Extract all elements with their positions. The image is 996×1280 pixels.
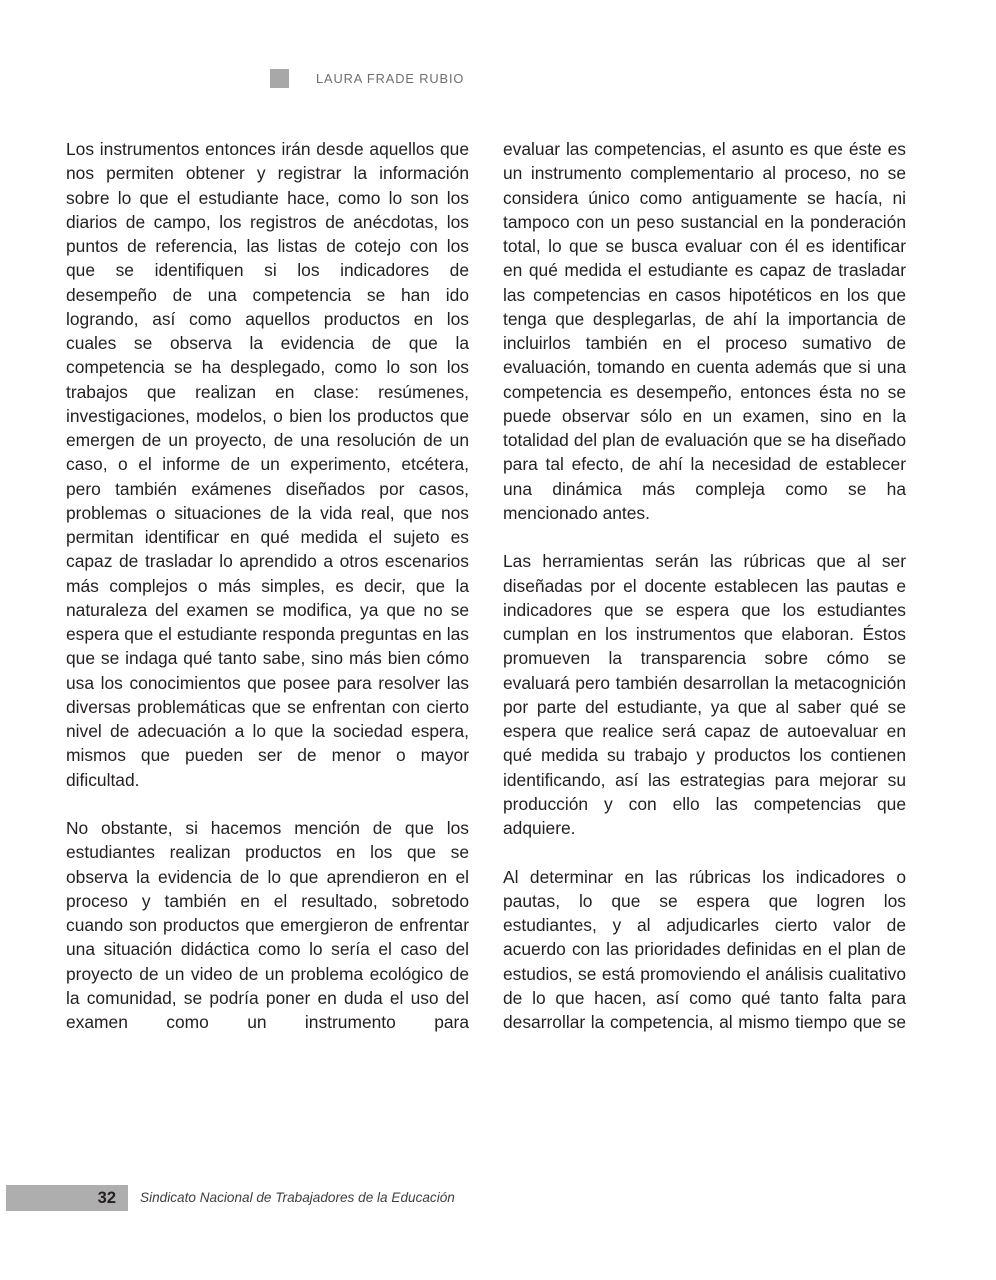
footer-caption: Sindicato Nacional de Trabajadores de la Educación bbox=[140, 1190, 455, 1205]
body-columns bbox=[66, 137, 906, 1059]
page-footer bbox=[0, 1185, 996, 1211]
running-head-author: LAURA FRADE RUBIO bbox=[316, 71, 465, 86]
paragraph-herramientas-rubricas: Las herramientas serán las rúbricas que al ser diseñadas por el docente establecen las pautas e indicadores que se espera que los estudiantes cumplan en los instrumentos que elaboran. Éstos promueven la transparencia sobre cómo se evaluará pero también desarrollan la metacognición por parte del estudiante, ya que al saber qué se espera que realice será capaz de autoevaluar en qué medida su trabajo y productos los contienen identificando, así las estrategias para mejorar su producción y con ello las competencias que adquiere. bbox=[503, 551, 906, 838]
paragraph-evaluar-competencias: evaluar las competencias, el asunto es que éste es un instrumento complementario al proceso, no se considera único como antiguamente se hacía, ni tampoco con un peso sustancial en la ponderación total, lo que se busca evaluar con él es identificar en qué medida el estudiante es capaz de trasladar las competencias en casos hipotéticos en los que tenga que desplegarlas, de ahí la importancia de incluirlos también en el proceso sumativo de evaluación, tomando en cuenta además que si una competencia es desempeño, entonces ésta no se puede observar sólo en un examen, sino en la totalidad del plan de evaluación que se ha diseñado para tal efecto, de ahí la necesidad de establecer una dinámica más compleja como se ha mencionado antes. bbox=[503, 139, 906, 523]
square-marker-icon bbox=[270, 69, 289, 88]
page-number: 32 bbox=[97, 1189, 116, 1207]
paragraph-instrumentos: Los instrumentos entonces irán desde aquellos que nos permiten obtener y registrar la información sobre lo que el estudiante hace, como lo son los diarios de campo, los registros de anécdotas, los puntos de referencia, las listas de cotejo con los que se identifiquen si los indicadores de desempeño de una competencia se han ido logrando, así como aquellos productos en los cuales se observa la evidencia de que la competencia se ha desplegado, como lo son los trabajos que realizan en clase: resúmenes, investigaciones, modelos, o bien los productos que emergen de un proyecto, de una resolución de un caso, o el informe de un experimento, etcétera, pero también exámenes diseñados por casos, problemas o situaciones de la vida real, que nos permitan identificar en qué medida el sujeto es capaz de trasladar lo aprendido a otros escenarios más complejos o más simples, es decir, que la naturaleza del examen se modifica, ya que no se espera que el estudiante responda preguntas en las que se indaga qué tanto sabe, sino más bien cómo usa los conocimientos que posee para resolver las diversas problemáticas que se enfrentan con cierto nivel de adecuación a lo que la sociedad espera, mismos que pueden ser de menor o mayor dificultad. bbox=[66, 139, 469, 790]
paragraph-al-determinar: Al determinar en las rúbricas los indicadores o pautas, lo que se espera que logren los estudiantes, y al adjudicarles cierto valor de acuerdo con las prioridades definidas en el plan de estudios, se está promoviendo el análisis cualitativo de lo que hacen, así como qué tanto falta para desarrollar la competencia, al mismo tiempo que se bbox=[503, 866, 906, 1032]
right-column bbox=[503, 137, 906, 1059]
left-column bbox=[66, 137, 469, 1059]
paragraph-no-obstante: No obstante, si hacemos mención de que los estudiantes realizan productos en los que se observa la evidencia de lo que aprendieron en el proceso y también en el resultado, sobretodo cuando son productos que emergieron de enfrentar una situación didáctica como lo sería el caso del proyecto de un video de un problema ecológico de la comunidad, se podría poner en duda el uso del examen como un instrumento para bbox=[66, 818, 469, 1032]
running-head bbox=[270, 69, 464, 88]
